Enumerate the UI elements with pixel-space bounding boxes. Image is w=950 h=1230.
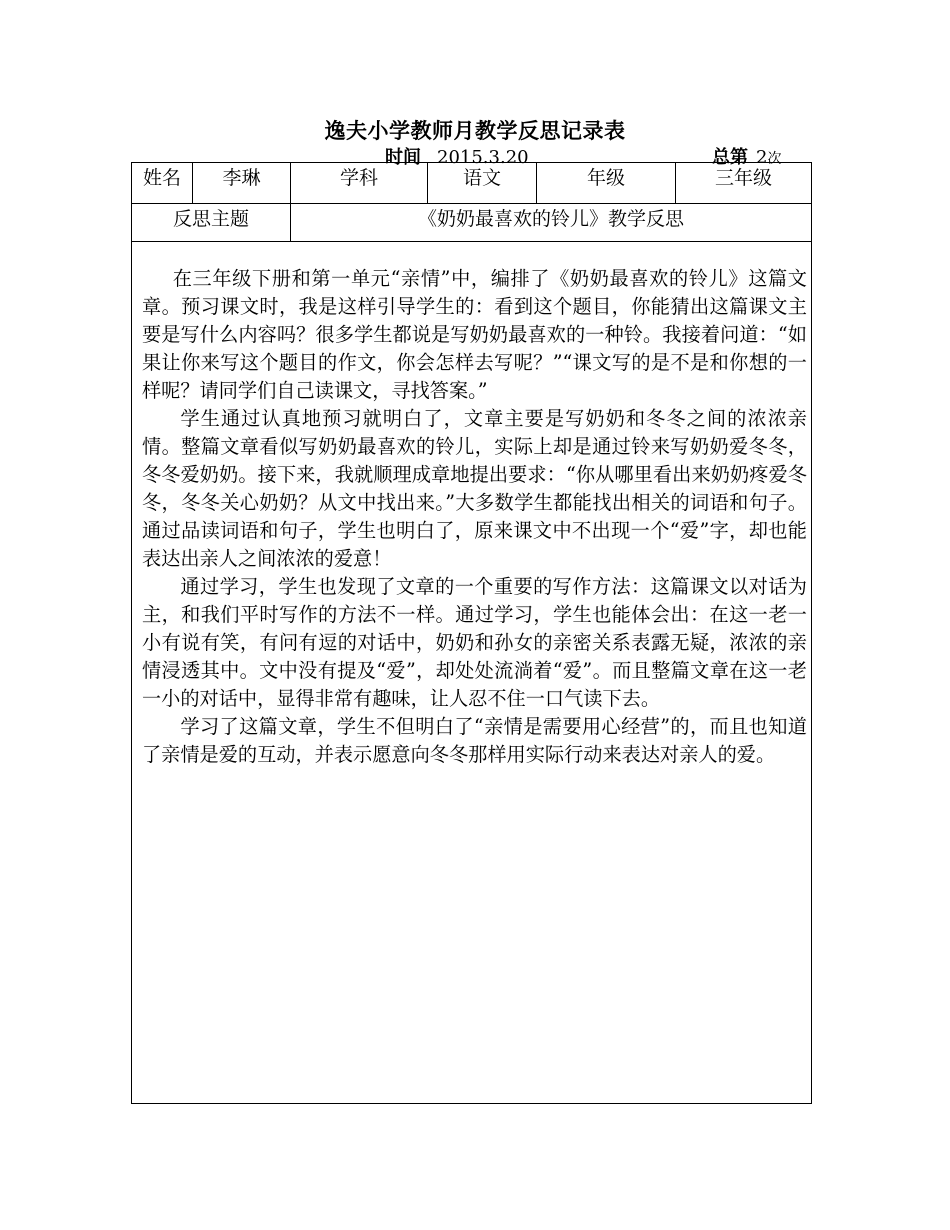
- time-label: 时间: [385, 147, 421, 168]
- info-row: [132, 163, 812, 204]
- subject-label-cell: 学科: [291, 163, 428, 204]
- reflection-record-table: [131, 162, 812, 1104]
- body-paragraph-3: 通过学习，学生也发现了文章的一个重要的写作方法：这篇课文以对话为主，和我们平时写作的方法不一样。通过学习，学生也能体会出：在这一老一小有说有笑，有问有逗的对话中，奶奶和孙女的亲密关系表露无疑，浓浓的亲情浸透其中。文中没有提及“爱”，却处处流淌着“爱”。而且整篇文章在这一老一小的对话中，显得非常有趣味，让人忍不住一口气读下去。: [142, 575, 807, 710]
- subject-value-cell: 语文: [428, 163, 537, 204]
- grade-value-cell: 三年级: [676, 163, 812, 204]
- body-row: [132, 242, 812, 1104]
- count-value: 2: [756, 147, 768, 168]
- count-label: 总第: [712, 147, 748, 168]
- grade-label-cell: 年级: [537, 163, 676, 204]
- topic-label-cell: 反思主题: [132, 204, 291, 242]
- topic-row: [132, 204, 812, 242]
- reflection-body-cell: [132, 242, 812, 1104]
- time-value: 2015.3.20: [437, 147, 529, 168]
- topic-value-cell: 《奶奶最喜欢的铃儿》教学反思: [291, 204, 812, 242]
- body-paragraph-4: 学习了这篇文章，学生不但明白了“亲情是需要用心经营”的，而且也知道了亲情是爱的互动，并表示愿意向冬冬那样用实际行动来表达对亲人的爱。: [142, 715, 807, 766]
- count-unit: 次: [767, 151, 782, 167]
- body-paragraph-1: 在三年级下册和第一单元“亲情”中，编排了《奶奶最喜欢的铃儿》这篇文章。预习课文时，我是这样引导学生的：看到这个题目，你能猜出这篇课文主要是写什么内容吗？很多学生都说是写奶奶最喜欢的一种铃。我接着问道：“如果让你来写这个题目的作文，你会怎样去写呢？”“课文写的是不是和你想的一样呢？请同学们自己读课文，寻找答案。”: [142, 267, 807, 402]
- name-value-cell: 李琳: [193, 163, 291, 204]
- name-label-cell: 姓名: [132, 163, 193, 204]
- body-paragraph-2: 学生通过认真地预习就明白了，文章主要是写奶奶和冬冬之间的浓浓亲情。整篇文章看似写奶奶最喜欢的铃儿，实际上却是通过铃来写奶奶爱冬冬，冬冬爱奶奶。接下来，我就顺理成章地提出要求：“你从哪里看出来奶奶疼爱冬冬，冬冬关心奶奶？从文中找出来。”大多数学生都能找出相关的词语和句子。通过品读词语和句子，学生也明白了，原来课文中不出现一个“爱”字，却也能表达出亲人之间浓浓的爱意！: [142, 407, 807, 570]
- form-title: 逸夫小学教师月教学反思记录表: [324, 118, 626, 143]
